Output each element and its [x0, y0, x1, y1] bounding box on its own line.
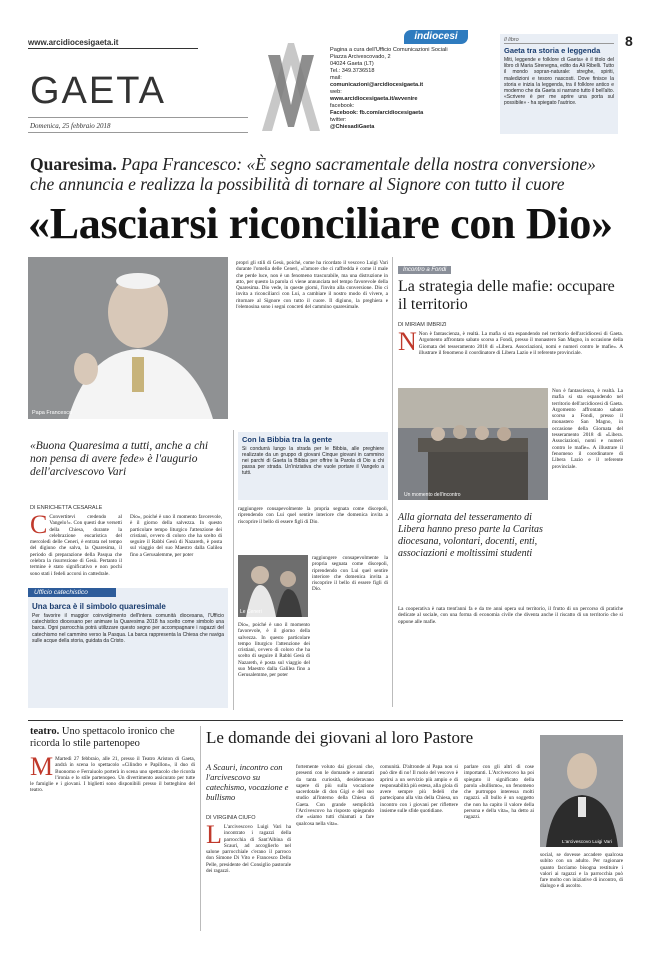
main-body-col2: Dio», poiché è uno il momento favorevole, è il giorno della salvezza. In questo particolare tempo liturgico l'attenzione dei cristiani, ovvero di coloro che ha scelto di seguire il Rabbi Gesù di Nazareth, è posta sul viaggio del suo Maestro dalla Galilea fino a Gerusalemme, per poter: [130, 514, 222, 558]
pastore-byline: DI VIRGINIA CIUFO: [206, 815, 256, 821]
contacts-line1: Pagina a cura dell'Ufficio Comunicazioni Sociali: [330, 47, 448, 53]
pastore-headline: Le domande dei giovani al loro Pastore: [206, 728, 474, 747]
website-url[interactable]: www.arcidiocesigaeta.it: [28, 38, 119, 47]
main-body-col3c: Dio», poiché è uno il momento favorevole, è il giorno della salvezza. In questo particolare tempo liturgico l'attenzione dei cristiani, ovvero di coloro che ha scelto di seguire il Rabbi Gesù di Nazareth, è posta sul viaggio del suo Maestro dalla Galilea fino a Gerusalemme, per poter: [238, 622, 310, 679]
main-byline: DI ENRICHETTA CESARALE: [30, 505, 103, 511]
contacts-email[interactable]: comunicazioni@arcidiocesigaeta.it: [330, 82, 424, 88]
dropcap-l: L: [206, 824, 222, 849]
ceneri-photo-caption: Le Ceneri: [240, 609, 262, 615]
main-col-rule-2: [392, 257, 393, 707]
bibbia-box-text: Si condurrà lungo la strada per le Bibbia, alle preghiere realizzate da un gruppo di giovani Cinque giovani in cammino nei parchi di Gaeta la Bibbia per offrire la Parola di Dio a chi passa per strada. Un'iniziativa che vuole portare il Vangelo a tutti.: [242, 446, 384, 477]
date-rule-top: [28, 117, 248, 118]
vari-portrait-icon: [540, 735, 623, 847]
dropcap-m: M: [30, 756, 54, 781]
date-rule-bottom: [28, 132, 248, 133]
fondi-label: Incontro a Fondi: [398, 266, 451, 274]
pope-figure-icon: [28, 257, 228, 419]
catechistico-label: Ufficio catechistico: [28, 588, 116, 597]
section-title: GAETA: [30, 70, 166, 112]
fondi-body-right: Non è fantascienza, è realtà. La mafia si sta espandendo nel territorio dell'arcidiocesi di Gaeta. Argomento affrontato sabato scorso a Fondi, presso il monastero San Magno, in occasione della Giornata del tesseramento 2018 di «Libera. Associazioni, nomi e numeri contro le mafie». A illustrare il fenomeno il coordinatore di Libera Lazio e il referente provinciale.: [552, 388, 623, 470]
bottom-section-rule: [28, 720, 623, 721]
book-box: [500, 34, 618, 134]
av-logo-icon: [258, 35, 322, 135]
fondi-body-top: N Non è fantascienza, è realtà. La mafia si sta espandendo nel territorio dell'arcidiocesi di Gaeta. Argomento affrontato sabato scorso a Fondi, presso il monastero San Magno, in occasione della Giornata del tesseramento 2018 di «Libera. Associazioni, nomi e numeri contro le mafie». A illustrare il fenomeno il coordinatore di Libera Lazio e il referente provinciale.: [398, 331, 623, 356]
main-pull-quote: «Buona Quaresima a tutti, anche a chi non pensa di avere fede» è l'augurio dell'arcivescovo Vari: [30, 440, 209, 478]
book-box-text: Miti, leggende e folklore di Gaeta» è il titolo del libro di Maria Sirenegna, edito da Ali Ribelli. Tutto il mondo sopran-naturale: streghe, spiriti, maledizioni e tesoro nascosti. Dove finisce la storia e inizia la leggenda, tra il folklore antico e moderno che da Gaeta si narrano tutto il bell'alto. «Scrivere è per me aprire una porta sul possibile» - ha spiegato l'autrice.: [504, 57, 614, 107]
contacts-line7: web:: [330, 89, 342, 95]
fondi-photo-caption: Un momento dell'incontro: [404, 492, 461, 498]
fondi-pull-quote: Alla giornata del tesseramento di Libera hanno preso parte la Caritas diocesana, volontari, docenti, enti, associazioni e moltissimi studenti: [398, 512, 543, 559]
catechistico-title: Una barca è il simbolo quaresimale: [32, 602, 166, 611]
pastore-body1: L L'arcivescovo Luigi Vari ha incontrato i ragazzi della parrocchia di Sant'Albina di Scauri, ad accoglierlo nel salone parrocchiale c'erano il parroco don Simone Di Vito e Francesco Della Pelle, presidente del Consiglio pastorale dei ragazzi.: [206, 824, 291, 875]
teatro-body: M Martedì 27 febbraio, alle 21, presso il Teatro Ariston di Gaeta, andrà in scena lo spettacolo «Cilindro e Papillon», il duo di Buonomo e Ferraiuolo porterà in scena uno spettacolo che ricorda l'ironia e lo stile partenopeo. Un divertimento assicurato per tutte le famiglie e i giovani. I biglietti sono disponibili presso il botteghino del teatro.: [30, 756, 195, 794]
ceneri-scene-icon: [238, 555, 308, 617]
fondi-headline: La strategia delle mafie: occupare il territorio: [398, 278, 615, 313]
contacts-line11: twitter:: [330, 117, 347, 123]
main-headline: «Lasciarsi riconciliare con Dio»: [28, 199, 613, 248]
pastore-body2: fortemente voluto dai giovani che, presenti con le domande e annotati da tanta curiosità, desideravano sapere di più sulla vocazione sacerdotale di don Gigi e del suo studio all'interno della Chiesa di Gaeta. Con grande semplicità l'Arcivescovo ha risposto spiegando che «siamo tutti chiamati a fare qualcosa nella vita».: [296, 764, 374, 827]
teatro-kicker: teatro.: [30, 726, 60, 737]
main-body-col1: C Convertitevi credendo al Vangelo!». Con questi due versetti della Chiesa, durante la celebrazione eucaristica del mercoledì delle Ceneri, è entrata nel tempo del digiuno che salva, la Quaresima, il periodo di preparazione della Pasqua che celebra la risurrezione di Gesù. Pertanto il termine è stato significativo e non pochi sono stati i fedeli accorsi in cattedrale.: [30, 514, 122, 577]
bibbia-box: [238, 432, 388, 500]
contacts-line2: Piazza Arcivescovado, 2: [330, 54, 391, 60]
page-number: 8: [625, 33, 633, 49]
indiocesi-logo: indiocesi: [404, 30, 468, 44]
contacts-line5: mail:: [330, 75, 342, 81]
main-kicker: Quaresima.: [30, 154, 117, 174]
vari-photo: [540, 735, 623, 847]
contacts-block: [330, 47, 495, 131]
main-body-col3: raggiungere consapevolmente la propria segnata come discepoli, riprendendo con Lui quel sentire interiore che domenica invita a riscoprire il bello di essere figli di Dio.: [238, 506, 388, 525]
vari-photo-caption: L'arcivescovo Luigi Vari: [562, 840, 612, 845]
teatro-title: [30, 726, 195, 750]
catechistico-box: [28, 588, 228, 708]
catechistico-text: Per favorire il maggior coinvolgimento dell'intera comunità diocesana, l'Ufficio catechistico diocesano per animare la Quaresima 2018 ha scelto come simbolo una barca. Ogni parrocchia potrà utilizzare questo segno per accompagnare i ragazzi del catechismo nel cammino verso la Pasqua. La barca rappresenta la Chiesa che naviga sulle acque della storia, guidata da Cristo.: [32, 613, 224, 644]
main-body-col4: propri gli stili di Gesù, poiché, come ha ricordato il vescovo Luigi Vari durante l'omelia delle Ceneri, «l'amore che ci raffredda è come il male che perde luce, non è un fenomeno trascurabile, ma una distruzione in atto, per questo la parola ci viene annunciata nel tempo favorevole della Quaresima. Dio vede, in queste giorni, l'invito alla conversione. Dio ci invita a riconciliarci con Lui, a cambiare il nostro modo di vivere, a ritornare al Signore con tutto il cuore. Il digiuno, la preghiera e l'elemosina sono i segni concreti del cammino quaresimale.: [236, 260, 388, 311]
book-box-title: Gaeta tra storia e leggenda: [504, 46, 601, 55]
dropcap-n: N: [398, 331, 417, 356]
pastore-pull-quote: A Scauri, incontro con l'arcivescovo su catechismo, vocazione e bullismo: [206, 762, 289, 802]
header-rule: [28, 48, 198, 49]
pastore-body5: social, se dovesse accadere qualcosa subito con un adulto. Per ragionare quanto facciamo bisogna restituire i valori ai ragazzi e la parrocchia può fare molto con iniziative di incontro, di dialogo e di ascolto.: [540, 852, 623, 890]
contacts-line4: Tel.: 349.3736518: [330, 68, 375, 74]
main-subhead-text: Papa Francesco: «È segno sacramentale della nostra conversione» che annuncia e realizza la possibilità di tornare al Signore con tutto il cuore: [30, 154, 596, 194]
diocese-monogram: [258, 35, 322, 135]
fondi-meeting-icon: [398, 388, 548, 500]
fondi-photo: [398, 388, 548, 500]
main-body-col3b: raggiungere consapevolmente la propria segnata come discepoli, riprendendo con Lui quel sentire interiore che domenica invita a riscoprire il bello di essere figli di Dio.: [312, 555, 388, 593]
bottom-col-rule: [200, 726, 201, 931]
contacts-line3: 04024 Gaeta (LT): [330, 61, 374, 67]
contacts-twitter[interactable]: @ChiesadiGaeta: [330, 124, 375, 130]
ceneri-photo: [238, 555, 308, 617]
pope-photo-caption: Papa Francesco: [32, 410, 73, 416]
teatro-title-text: Uno spettacolo ironico che ricorda lo stile partenopeo: [30, 726, 175, 749]
pastore-body4: parlare con gli altri di cose importanti. L'Arcivescovo ha poi spiegato il significato della parola «bullismo», un fenomeno che purtroppo interessa molti ragazzi. «Il bullo è un soggetto che non ha capito il valore della persona e della vita», ha detto ai ragazzi.: [464, 764, 534, 821]
contacts-web[interactable]: www.arcidiocesigaeta.it/avvenire: [330, 96, 418, 102]
fondi-body-bottom: La cooperativa è nata trent'anni fa e da tre anni opera sul territorio, il frutto di un percorso di pratiche dedicate al sociale, con una forma di economia civile che diventa anche il riscatto di un territorio che si oppone alle mafie.: [398, 606, 623, 625]
pastore-body3: comunità. D'altronde al Papa non si può dire di no! Il ruolo del vescovo è aprirsi a un servizio più ampio e di responsabilità più estesa, alla gioia di avere sempre più fedeli che partecipano alla vita della Chiesa, un incontro con i giovani per riflettere insieme sulle sfide quotidiane.: [380, 764, 458, 815]
contacts-line9: facebook:: [330, 103, 355, 109]
main-col-rule-1: [233, 430, 234, 710]
dropcap-c: C: [30, 514, 48, 539]
pope-photo: [28, 257, 228, 419]
book-box-label: Il libro: [504, 37, 614, 44]
bibbia-box-title: Con la Bibbia tra la gente: [242, 435, 333, 444]
fondi-byline: DI MIRIAM IMBRIZI: [398, 322, 447, 328]
contacts-facebook[interactable]: Facebook: fb.com/arcidiocesigaeta: [330, 110, 424, 116]
main-subhead: [30, 154, 622, 194]
issue-date: Domenica, 25 febbraio 2018: [30, 122, 111, 130]
